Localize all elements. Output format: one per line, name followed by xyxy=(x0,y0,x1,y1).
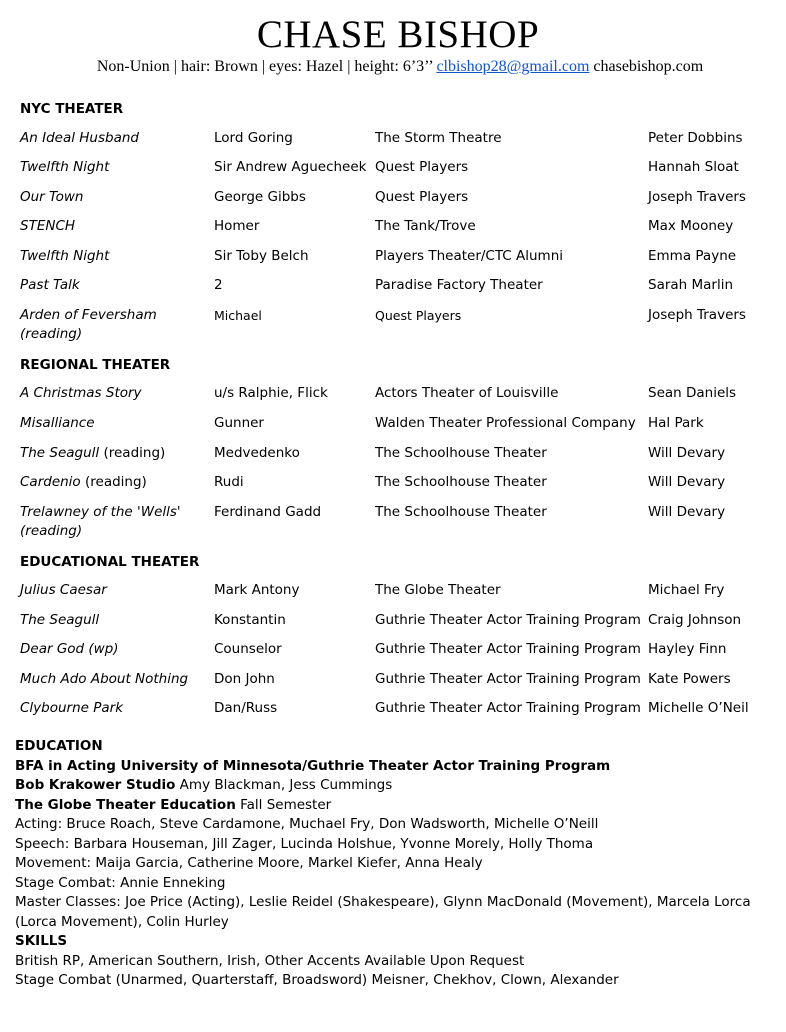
company: Quest Players xyxy=(375,189,469,205)
role: Sir Toby Belch xyxy=(214,248,309,264)
globe-name: The Globe Theater Education xyxy=(15,796,236,813)
director: Joseph Travers xyxy=(648,189,746,205)
director: Will Devary xyxy=(648,474,726,490)
personal-details: Non-Union | hair: Brown | eyes: Hazel | height: 6’3’’ xyxy=(96,58,433,75)
globe-line xyxy=(15,796,775,816)
show-title: A Christmas Story xyxy=(20,385,142,401)
show-note: (reading) xyxy=(99,445,166,461)
role: Lord Goring xyxy=(214,130,293,146)
show-note: (reading) xyxy=(80,474,147,490)
show-title: Past Talk xyxy=(20,277,80,293)
company: The Schoolhouse Theater xyxy=(375,474,547,490)
role: Michael xyxy=(214,308,262,323)
role: Ferdinand Gadd xyxy=(214,504,322,520)
company: The Globe Theater xyxy=(375,582,501,598)
role: Dan/Russ xyxy=(214,700,278,716)
show-title-note: (reading) xyxy=(20,326,83,342)
studio-name: Bob Krakower Studio xyxy=(15,777,176,793)
degree: BFA in Acting University of Minnesota/Guthrie Theater Actor Training Program xyxy=(15,757,611,774)
show-title: Trelawney of the 'Wells' xyxy=(20,504,181,520)
company: The Schoolhouse Theater xyxy=(375,504,547,520)
company: Paradise Factory Theater xyxy=(375,277,543,293)
section-skills: SKILLS xyxy=(15,933,68,949)
section-regional-theater: REGIONAL THEATER xyxy=(20,357,171,373)
role: 2 xyxy=(214,277,223,293)
director: Max Mooney xyxy=(648,218,734,234)
company: Guthrie Theater Actor Training Program xyxy=(375,671,641,687)
contact-line xyxy=(0,57,786,77)
show-title: Twelfth Night xyxy=(20,159,110,175)
section-education: EDUCATION xyxy=(15,738,103,754)
company: Guthrie Theater Actor Training Program xyxy=(375,700,641,716)
education-skills-block xyxy=(15,737,775,991)
company: Quest Players xyxy=(375,159,469,175)
globe-term: Fall Semester xyxy=(235,796,332,813)
show-title-text: The Seagull xyxy=(20,445,100,461)
acting-teachers: Acting: Bruce Roach, Steve Cardamone, Muchael Fry, Don Wadsworth, Michelle O’Neill xyxy=(15,816,599,832)
director: Craig Johnson xyxy=(648,612,742,628)
website: chasebishop.com xyxy=(593,58,704,75)
studio-line xyxy=(15,776,775,796)
director: Hannah Sloat xyxy=(648,159,739,175)
show-title: The Seagull xyxy=(20,612,100,628)
stage-combat-teachers: Stage Combat: Annie Enneking xyxy=(15,874,226,891)
show-title: STENCH xyxy=(20,218,76,234)
show-title-text: Cardenio xyxy=(20,474,81,490)
role: Gunner xyxy=(214,415,264,431)
director: Emma Payne xyxy=(648,248,737,264)
role: u/s Ralphie, Flick xyxy=(214,385,328,401)
show-title: Misalliance xyxy=(20,415,95,431)
accents: British RP, American Southern, Irish, Other Accents Available Upon Request xyxy=(15,952,525,969)
role: Rudi xyxy=(214,474,244,490)
show-title xyxy=(20,473,147,493)
section-educational-theater: EDUCATIONAL THEATER xyxy=(20,554,200,570)
master-classes: Master Classes: Joe Price (Acting), Leslie Reidel (Shakespeare), Glynn MacDonald (Movement), Marcela Lorca (Lorca Movement), Colin Hurley xyxy=(15,894,751,930)
director: Peter Dobbins xyxy=(648,130,743,146)
role: Konstantin xyxy=(214,612,286,628)
company: Guthrie Theater Actor Training Program xyxy=(375,641,641,657)
company: Actors Theater of Louisville xyxy=(375,385,559,401)
role: George Gibbs xyxy=(214,189,306,205)
movement-teachers: Movement: Maija Garcia, Catherine Moore, Markel Kiefer, Anna Healy xyxy=(15,855,483,871)
role: Don John xyxy=(214,671,275,687)
role: Homer xyxy=(214,218,260,234)
other-skills: Stage Combat (Unarmed, Quarterstaff, Broadsword) Meisner, Chekhov, Clown, Alexander xyxy=(15,972,619,988)
section-nyc-theater: NYC THEATER xyxy=(20,101,124,117)
director: Will Devary xyxy=(648,504,726,520)
company: Guthrie Theater Actor Training Program xyxy=(375,612,641,628)
company: Walden Theater Professional Company xyxy=(375,415,636,431)
studio-teachers: Amy Blackman, Jess Cummings xyxy=(175,777,393,793)
email-link[interactable]: clbishop28@gmail.com xyxy=(436,58,590,75)
show-title: Our Town xyxy=(20,189,84,205)
show-title: Dear God (wp) xyxy=(20,641,119,657)
show-title: An Ideal Husband xyxy=(20,130,139,146)
director: Sean Daniels xyxy=(648,385,737,401)
director: Kate Powers xyxy=(648,671,731,687)
role: Sir Andrew Aguecheek xyxy=(214,159,367,175)
director: Sarah Marlin xyxy=(648,277,734,293)
role: Medvedenko xyxy=(214,445,300,461)
director: Will Devary xyxy=(648,445,726,461)
company: Quest Players xyxy=(375,308,462,323)
speech-teachers: Speech: Barbara Houseman, Jill Zager, Lucinda Holshue, Yvonne Morely, Holly Thoma xyxy=(15,835,594,852)
director: Hal Park xyxy=(648,415,704,431)
role: Counselor xyxy=(214,641,282,657)
show-title: Julius Caesar xyxy=(20,582,107,598)
show-title: Clybourne Park xyxy=(20,700,124,716)
company: The Storm Theatre xyxy=(375,130,502,146)
show-title: Arden of Feversham xyxy=(20,307,157,323)
company: The Tank/Trove xyxy=(375,218,476,234)
director: Michael Fry xyxy=(648,582,725,598)
resume-name: CHASE BISHOP xyxy=(256,13,540,56)
director: Joseph Travers xyxy=(648,307,746,323)
director: Michelle O’Neil xyxy=(648,700,749,716)
company: Players Theater/CTC Alumni xyxy=(375,248,564,264)
show-title: Twelfth Night xyxy=(20,248,110,264)
company: The Schoolhouse Theater xyxy=(375,445,547,461)
role: Mark Antony xyxy=(214,582,300,598)
show-title: Much Ado About Nothing xyxy=(20,671,189,687)
show-title-note: (reading) xyxy=(20,523,83,539)
show-title xyxy=(20,444,165,464)
director: Hayley Finn xyxy=(648,641,727,657)
